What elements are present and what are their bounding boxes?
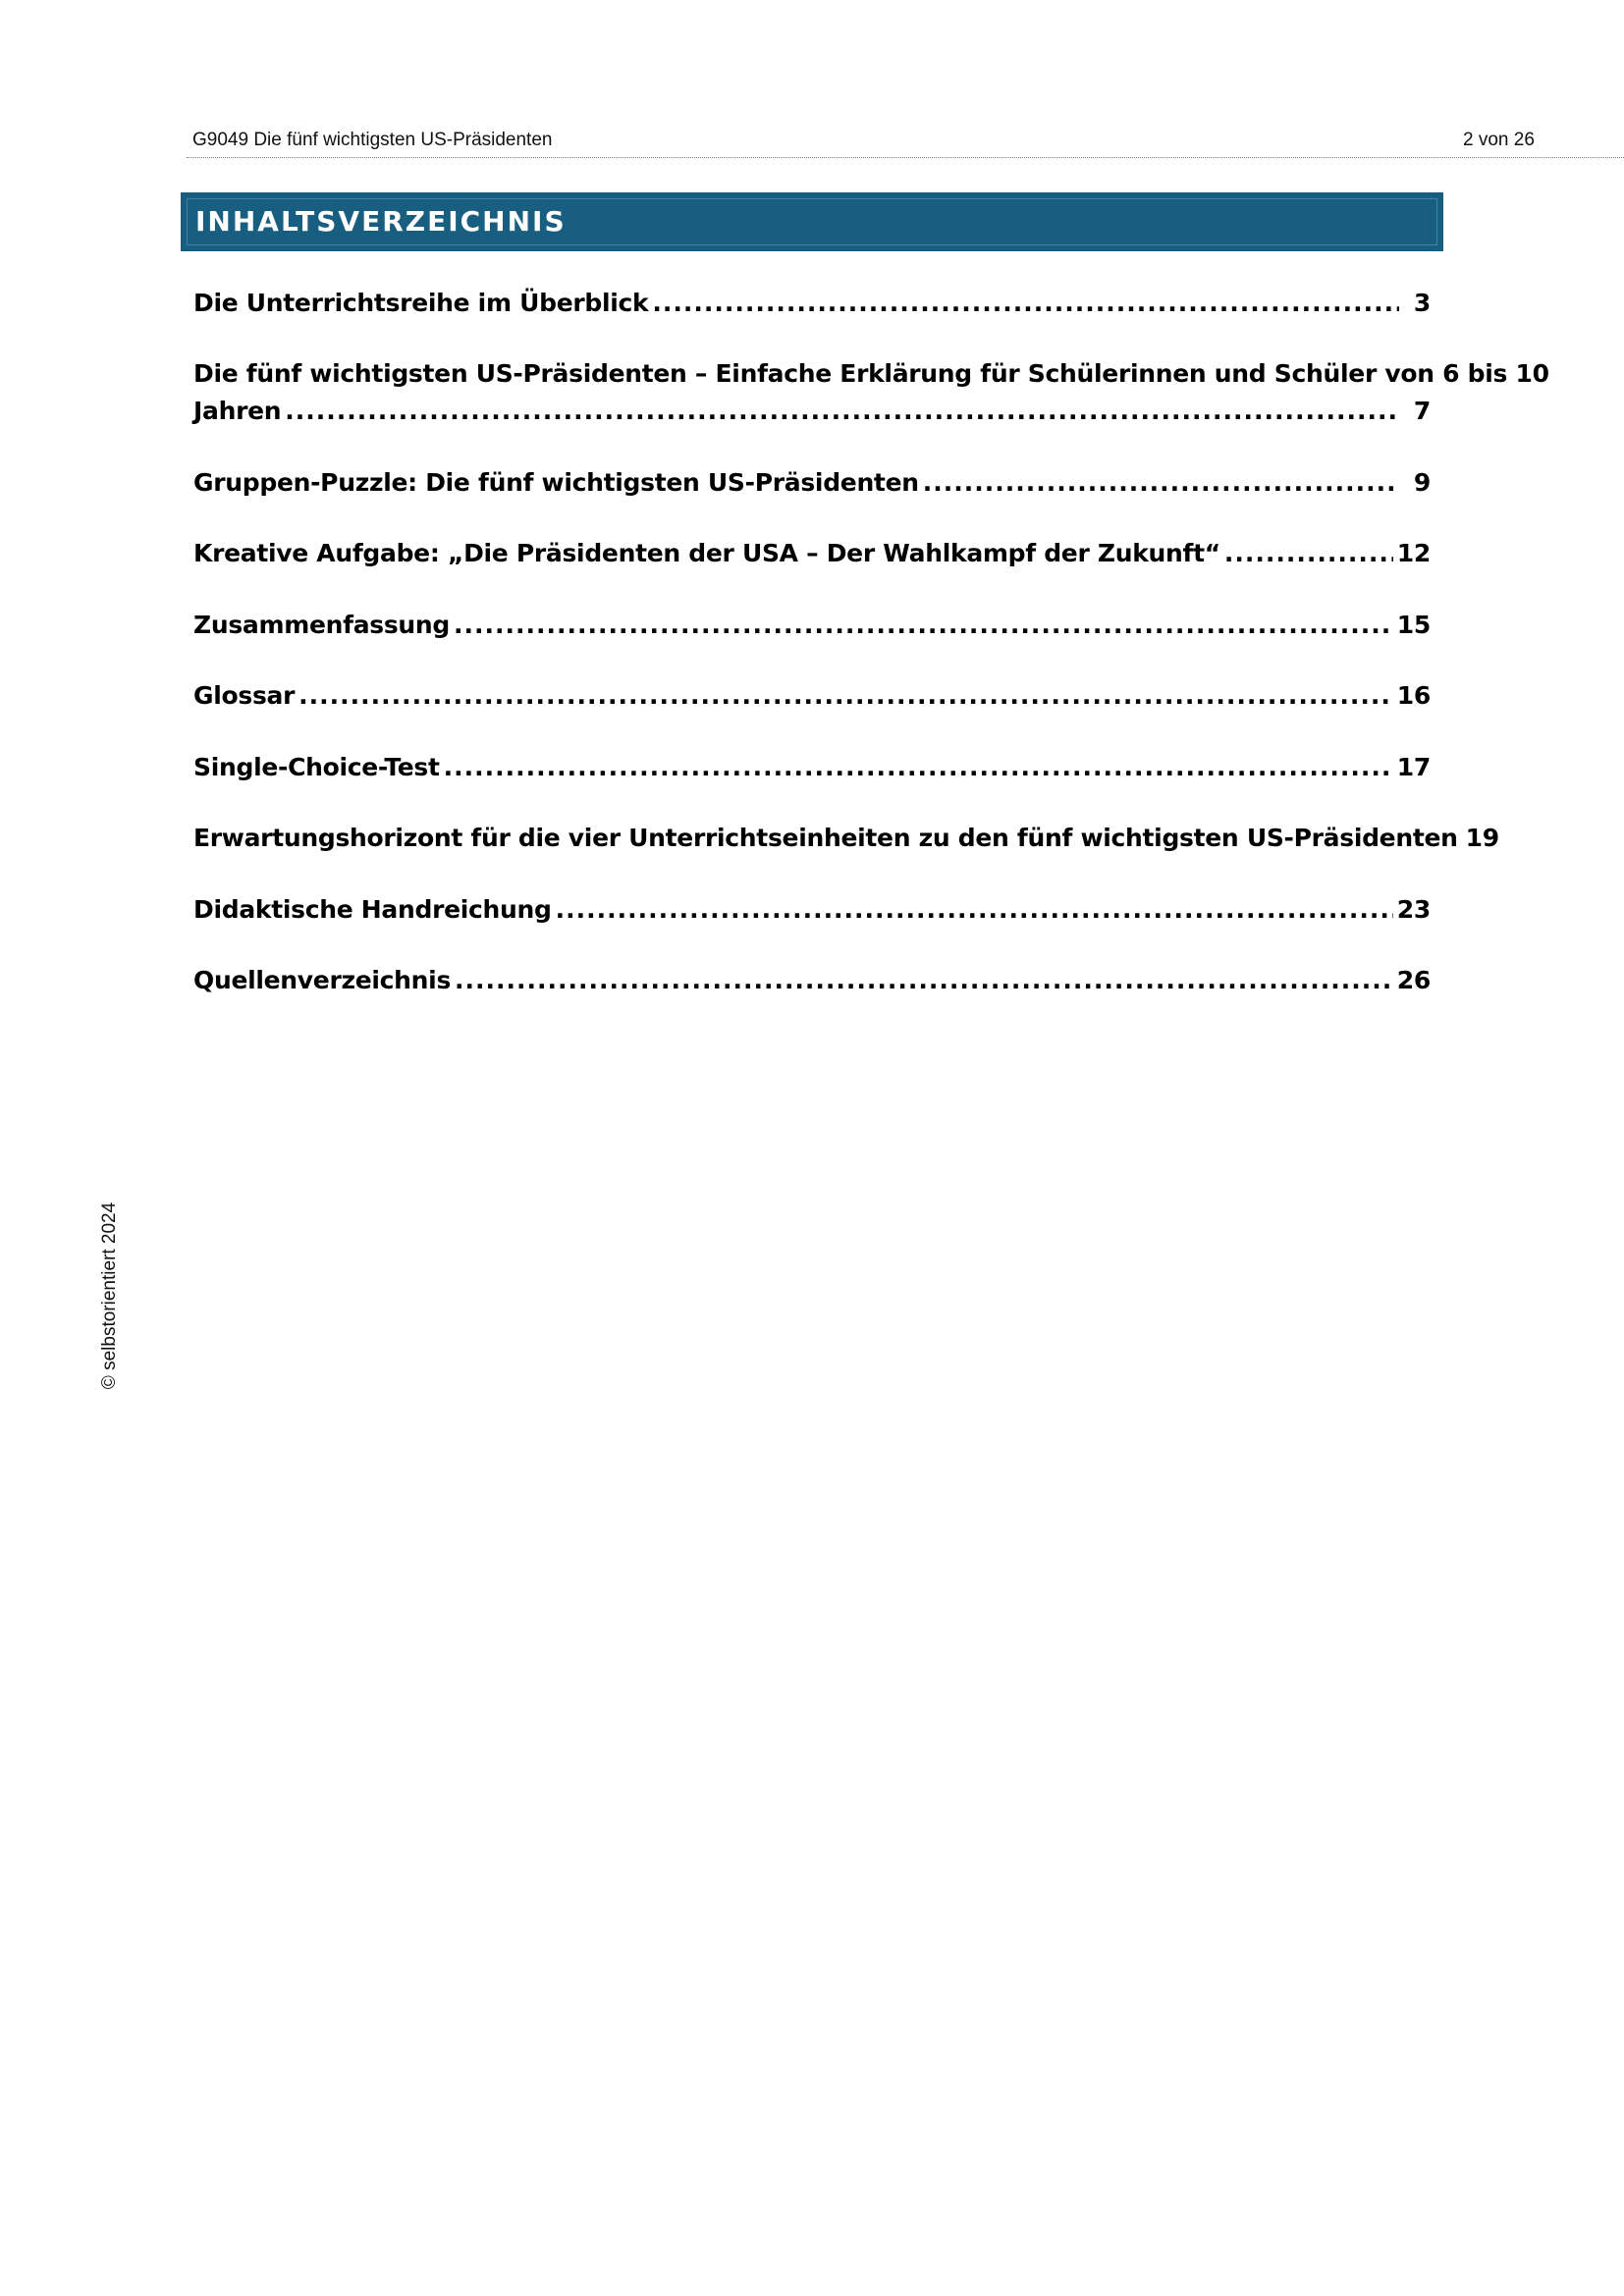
toc-entry[interactable] — [193, 749, 1431, 786]
toc-leader-dots — [298, 677, 1393, 715]
toc-entry-title: Kreative Aufgabe: „Die Präsidenten der USA – Der Wahlkampf der Zukunft“ — [193, 539, 1220, 567]
document-title: G9049 Die fünf wichtigsten US-Präsidenten — [192, 130, 553, 150]
toc-entry-title: Quellenverzeichnis — [193, 966, 452, 994]
page-indicator: 2 von 26 — [1463, 130, 1535, 150]
copyright-notice: © selbstorientiert 2024 — [99, 1201, 120, 1390]
toc-leader-dots — [444, 749, 1393, 786]
toc-entry-page: 9 — [1413, 468, 1431, 497]
toc-heading-banner — [181, 192, 1443, 251]
toc-entry[interactable] — [193, 962, 1431, 999]
toc-entry-title: Erwartungshorizont für die vier Unterrichtseinheiten zu den fünf wichtigsten US-Präsidenten — [193, 824, 1458, 852]
toc-entry[interactable] — [193, 355, 1549, 430]
toc-entry[interactable] — [193, 891, 1431, 929]
toc-entry-page: 15 — [1396, 611, 1431, 639]
toc-entry[interactable] — [193, 285, 1431, 322]
toc-entry-page: 16 — [1396, 681, 1431, 710]
toc-entry-title: Die Unterrichtsreihe im Überblick — [193, 289, 649, 317]
toc-leader-dots — [455, 962, 1393, 999]
toc-entry-page: 12 — [1396, 539, 1431, 567]
toc-leader-dots — [1224, 535, 1393, 572]
toc-entry-page: 17 — [1396, 753, 1431, 781]
toc-leader-dots — [923, 464, 1399, 502]
toc-entry-page: 7 — [1413, 397, 1431, 425]
toc-leader-dots — [556, 891, 1393, 929]
toc-entry-title: Glossar — [193, 681, 296, 710]
toc-entry-title: Gruppen-Puzzle: Die fünf wichtigsten US-Präsidenten — [193, 468, 919, 497]
page-header — [187, 128, 1624, 158]
toc-entry[interactable] — [193, 464, 1431, 502]
toc-entry-title: Die fünf wichtigsten US-Präsidenten – Einfache Erklärung für Schülerinnen und Schüler von 6 bis 10 — [193, 359, 1549, 388]
toc-heading: INHALTSVERZEICHNIS — [195, 205, 567, 238]
toc-leader-dots — [454, 607, 1393, 644]
toc-entry-page: 23 — [1396, 895, 1431, 924]
toc-entry[interactable] — [193, 535, 1431, 572]
toc-entry-page: 26 — [1396, 966, 1431, 994]
toc-entry-title: Didaktische Handreichung — [193, 895, 552, 924]
toc-leader-dots — [652, 285, 1399, 322]
toc-entry-page: 3 — [1413, 289, 1431, 317]
toc-entry-page: 19 — [1465, 824, 1499, 852]
toc-entry[interactable] — [193, 677, 1431, 715]
toc-entry-title: Single-Choice-Test — [193, 753, 440, 781]
toc-entry-title-continued: Jahren — [193, 397, 282, 425]
toc-entry[interactable] — [193, 607, 1431, 644]
toc-leader-dots — [285, 393, 1399, 430]
toc-entry-title: Zusammenfassung — [193, 611, 451, 639]
toc-entry[interactable] — [193, 820, 1499, 857]
